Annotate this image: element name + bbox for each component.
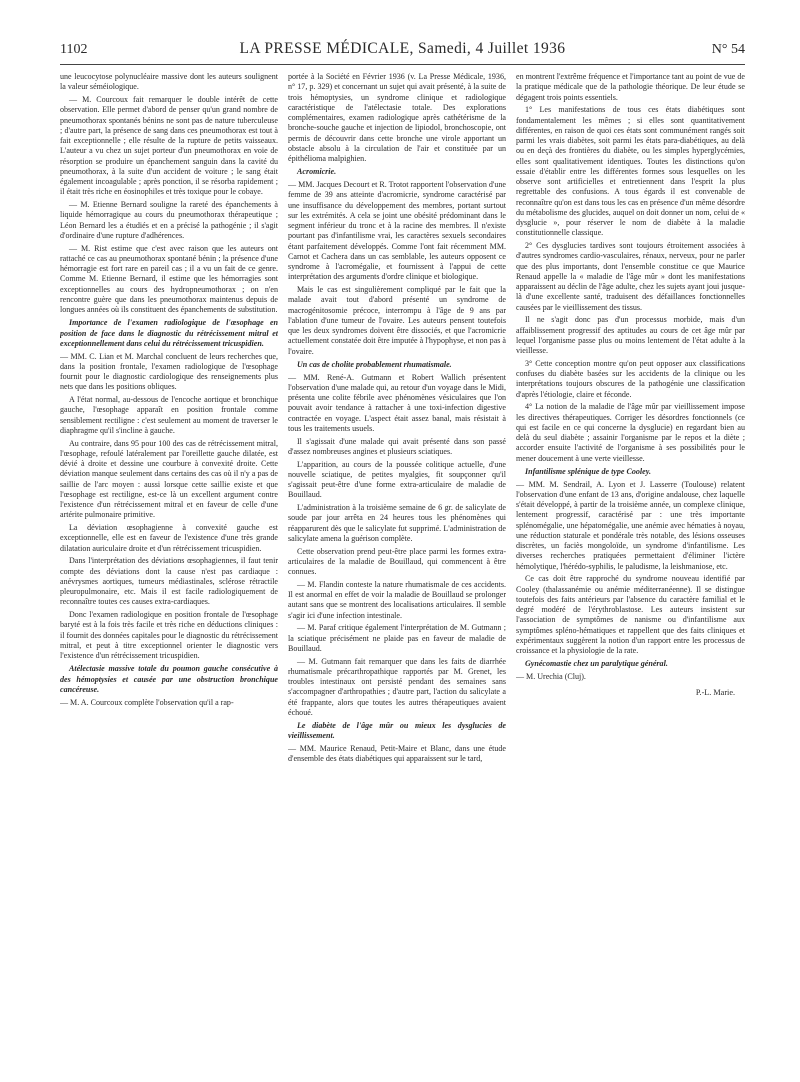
paragraph: 4° La notion de la maladie de l'âge mûr par vieillissement impose les directives thérapeutiques. Corriger les désordres fonctionnels (ce qui est facile en ce qui concerne la dysglucie) en regardant bien au delà du seul diabète ; assainir l'organisme par le repos et la diète ; accorder ensuite l'activité de l'organisme à ses possibilités pour le mener doucement à une verte vieillesse. (516, 402, 745, 463)
paragraph: — M. Paraf critique également l'interprétation de M. Gutmann ; la sciatique précisément ne plaide pas en faveur de maladie de Bouillaud. (288, 623, 506, 653)
column-1 (60, 72, 278, 1072)
section-title: Acromicrie. (297, 167, 337, 177)
paragraph: — M. Rist estime que c'est avec raison que les auteurs ont rattaché ce cas au pneumothorax spontané bénin ; la présence d'une hémorragie est fort rare en pareil cas ; il a vu un fait de ce genre. Comme M. Etienne Bernard, il estime que les hémorragies sont exceptionnelles au cours des hydropneumothorax ; on n'en rencontre guère que dans les pneumothorax maintenus depuis de longues années où ils constituent des épanchements de substitution. (60, 243, 278, 314)
journal-title: LA PRESSE MÉDICALE, Samedi, 4 Juillet 1936 (239, 40, 566, 57)
paragraph: une leucocytose polynucléaire massive dont les auteurs soulignent la valeur séméiologique. (60, 72, 278, 92)
page-number: 1102 (60, 42, 88, 57)
paragraph: Donc l'examen radiologique en position frontale de l'œsophage baryté est à la fois très facile et très riche en déductions cliniques : il fournit des données capitales pour le diagnostic du rétrécissement mitral, et peut à titre exceptionnel orienter le diagnostic vers l'existence d'un rétrécissement tricuspidien. (60, 610, 278, 660)
paragraph: en montrent l'extrême fréquence et l'importance tant au point de vue de la pratique médicale que de la pathologie théorique. De leur étude se dégagent trois points essentiels. (516, 72, 745, 102)
column-2 (288, 72, 506, 1072)
paragraph: Dans l'interprétation des déviations œsophagiennes, il faut tenir compte des déviations dont la cause n'est pas cardiaque : anévrysmes aortiques, tumeurs médiastinales, sclérose rétractile pleuropulmonaire, etc. Mais il est facile radiologiquement de reconnaître toutes ces causes extra-cardiaques. (60, 556, 278, 607)
paragraph: — M. Etienne Bernard souligne la rareté des épanchements à liquide hémorragique au cours du pneumothorax thérapeutique ; Léon Bernard les a étudiés et en a précisé la pathogénie ; il s'agit d'ordinaire d'une rupture d'adhérences. (60, 200, 278, 240)
page-header (60, 40, 745, 62)
column-3 (516, 72, 745, 1072)
paragraph: Il ne s'agit donc pas d'un processus morbide, mais d'un affaiblissement progressif des aptitudes au cours de cet âge mûr par lequel l'organisme passe plus ou moins lentement de l'état adulte à la vieillesse. (516, 315, 745, 355)
paragraph: Ce cas doit être rapproché du syndrome nouveau identifié par Cooley (thalassanémie ou anémie méditerranéenne). Il se distingue toutefois des faits antérieurs par l'absence du caractère familial et le degré modéré de l'érythroblastose. Les auteurs insistent sur l'association de symptômes de nanisme ou d'infantilisme aux symptômes spléno-hématiques et rappellent que des faits cliniques et expérimentaux suggèrent la notion d'un rapport entre les processus de croissance et la physiologie de la rate. (516, 574, 745, 655)
section-title: Infantilisme splénique de type Cooley. (525, 466, 651, 476)
paragraph: Au contraire, dans 95 pour 100 des cas de rétrécissement mitral, l'œsophage, refoulé latéralement par l'oreillette gauche dilatée, est dévié à droite et dessine une courbure à convexité droite. Cette déviation manque seulement dans certains des cas où il n'y a pas de saillie de l'arc moyen : aussi lorsque cette saillie existe et que l'œsophage est rectiligne, est-ce là un excellent argument contre l'existence d'un rétrécissement mitral et en faveur de celle d'une artérite pulmonaire primitive. (60, 438, 278, 520)
paragraph: — M. Courcoux fait remarquer le double intérêt de cette observation. Elle permet d'abord de penser qu'un grand nombre de pneumothorax spontanés bénins ne sont pas de nature tuberculeuse ; d'autre part, la présence de sang dans ces pneumothorax est tout à fait exceptionnelle ; elle résulte de la rupture de petits vaisseaux. L'auteur a vu chez un sujet porteur d'un pneumothorax en voie de résorption se produire un épanchement sanguin dans la cavité du pneumothorax, à la suite d'un accident de voiture ; le sang était également incoagulable ; après ponction, il se résorba rapidement ; il était très riche en éosinophiles et très toxique pour le cobaye. (60, 95, 278, 197)
section-title: Atélectasie massive totale du poumon gauche consécutive à des hémoptysies et causée par une obstruction bronchique cancéreuse. (60, 664, 278, 694)
author-signature: P.-L. Marie. (695, 688, 735, 698)
paragraph: Il s'agissait d'une malade qui avait présenté dans son passé d'assez nombreuses angines et plusieurs sciatiques. (288, 436, 506, 456)
paragraph: Mais le cas est singulièrement compliqué par le fait que la malade avait tout d'abord présenté un syndrome de macrogénitosomie précoce, interrompu à l'âge de 9 ans par l'ablation d'une tumeur de l'ovaire. Les auteurs pensent toutefois que les deux syndromes doivent être dissociés, et que l'acromicrie actuellement constatée doit être imputée à l'hypophyse, et non pas à l'ovaire. (288, 285, 506, 356)
header-rule (60, 64, 745, 65)
paragraph: 3° Cette conception montre qu'on peut opposer aux classifications confuses du diabète basées sur les accidents de la clinique ou les interprétations toujours obscures de la pathogénie une classification d'après l'étiologie, claire et féconde. (516, 358, 745, 399)
issue-number: N° 54 (711, 42, 745, 57)
paragraph: — M. Gutmann fait remarquer que dans les faits de diarrhée rhumatismale précarthropathique rapportés par M. Grenet, les troubles intestinaux ont persisté pendant des semaines sans s'accompagner d'arthropathies ; d'autre part, l'action du salicylate a été frappante, alors que toutes les autres thérapeutiques avaient échoué. (288, 656, 506, 717)
paragraph: La déviation œsophagienne à convexité gauche est exceptionnelle, elle est en faveur de l'existence d'une très grande dilatation auriculaire droite et d'un rétrécissement tricuspidien. (60, 523, 278, 553)
paragraph: 2° Ces dysglucies tardives sont toujours étroitement associées à d'autres syndromes cardio-vasculaires, rénaux, nerveux, pour ne parler que des plus importants, dont l'ensemble constitue ce que Maurice Renaud appelle la « maladie de l'âge mûr » dont les manifestations apparaissent au déclin de l'âge adulte, chez les sujets ayant joui jusque-là d'une excellente santé, traduisent des défaillances fonctionnelles causées par le vieillissement des tissus. (516, 241, 745, 312)
paragraph: Cette observation prend peut-être place parmi les formes extra-articulaires de la maladie de Bouillaud, qui commencent à être connues. (288, 546, 506, 576)
paragraph: portée à la Société en Février 1936 (v. La Presse Médicale, 1936, n° 17, p. 329) et concernant un sujet qui avait présenté, à la suite de trois hémoptysies, un syndrome clinique et radiologique caractéristique de l'atélectasie totale. Des explorations complémentaires, examen radiologique après cathétérisme de la bronche-souche gauche et injection de lipiodol, bronchoscopie, ont permis de découvrir dans cette bronche une virole apportant un obstacle absolu à la circulation de l'air et constituée par un épithélioma malpighien. (288, 72, 506, 163)
paragraph: — M. Urechia (Cluj). (516, 672, 586, 681)
section-title: Le diabète de l'âge mûr ou mieux les dysglucies de vieillissement. (288, 721, 506, 741)
paragraph: L'administration à la troisième semaine de 6 gr. de salicylate de soude par jour arrêta en 24 heures tous les phénomènes qui réapparurent dès que le salicylate fut supprimé. L'administration de salicylate amena la guérison complète. (288, 503, 506, 543)
paragraph: — MM. Jacques Decourt et R. Trotot rapportent l'observation d'une femme de 39 ans atteinte d'acromicrie, syndrome caractérisé par une insuffisance du développement des membres, portant surtout sur les extrémités. A cela se joint une obésité prédominant dans le segment inférieur du tronc et à la racine des membres. Il n'existe pourtant pas d'infantilisme vrai, les caractères sexuels secondaires étant parfaitement développés. Comme l'ont fait récemment MM. Carnot et Cachera dans un cas semblable, les auteurs opposent ce syndrome à l'acromégalie, et fournissent à l'appui de cette interprétation des arguments d'ordre clinique et biologique. (288, 180, 506, 282)
paragraph: A l'état normal, au-dessous de l'encoche aortique et bronchique gauche, l'œsophage apparaît en position frontale comme sensiblement rectiligne : c'est seulement au moment de traverser le diaphragme qu'il s'incline à gauche. (60, 395, 278, 435)
paragraph: L'apparition, au cours de la poussée colitique actuelle, d'une nouvelle sciatique, de petites myalgies, fit soupçonner qu'il s'agissait peut-être d'une forme extra-articulaire de maladie de Bouillaud. (288, 459, 506, 500)
section-title: Un cas de cholite probablement rhumatismale. (297, 359, 452, 369)
paragraph: — MM. M. Sendrail, A. Lyon et J. Lasserre (Toulouse) relatent l'observation d'une enfant de 13 ans, d'origine andalouse, chez laquelle s'était développé, à partir de la troisième année, un complexe clinique, lentement progressif, caractérisé par : une très importante splénomégalie, une hépatomégalie, une anémie avec hématies à noyau, une réduction staturale et pondérale très notable, des lésions osseuses discrètes, un faciès mongoloïde, un syndrome d'infantilisme. Les diverses recherches pratiquées permettaient d'éliminer l'ictère hémolytique, l'hérédo-syphilis, le paludisme, la leishmaniose, etc. (516, 479, 745, 571)
paragraph: — M. A. Courcoux complète l'observation qu'il a rap- (60, 697, 234, 707)
paragraph: 1° Les manifestations de tous ces états diabétiques sont fondamentalement les mêmes ; si elles sont quantitativement différentes, en raison de quoi ces états sont communément rangés soit parmi les vrais diabètes, soit parmi les états para-diabétiques, au delà ou en deçà des frontières du diabète, ou les simples hyperglycémies, elles sont qualitativement identiques. Toutes les distinctions qu'on essaie d'établir entre les différentes formes sous lesquelles on les observe sont artificielles et entretiennent dans l'esprit la plus regrettable des confusions. A tous égards il est convenable de reconnaître qu'on est dans tous les cas en présence d'un même désordre du métabolisme des glucides, auquel on doit donner un nom, celui de « dysglucie », pour réserver le nom de diabète à la maladie constitutionnelle classique. (516, 105, 745, 238)
paragraph: — M. Flandin conteste la nature rhumatismale de ces accidents. Il est anormal en effet de voir la maladie de Bouillaud se prolonger autant sans que se montrent des localisations articulaires. Il semble s'agir ici d'une infection intestinale. (288, 579, 506, 620)
paragraph: — MM. C. Lian et M. Marchal concluent de leurs recherches que, dans la position frontale, l'examen radiologique de l'œsophage fournit pour le diagnostic cardiologique des renseignements plus nets que dans les positions obliques. (60, 351, 278, 392)
paragraph: — MM. Maurice Renaud, Petit-Maire et Blanc, dans une étude d'ensemble des états diabétiques qui apparaissent sur le tard, (288, 744, 506, 764)
section-title: Importance de l'examen radiologique de l'œsophage en position de face dans le diagnostic du rétrécissement mitral et exceptionnellement dans celui du rétrécissement tricuspidien. (60, 318, 278, 348)
section-title: Gynécomastie chez un paralytique général. (525, 659, 668, 669)
paragraph: — MM. René-A. Gutmann et Robert Wallich présentent l'observation d'une malade qui, au retour d'un voyage dans le Midi, présenta une colite fébrile avec phénomènes vésiculaires que l'on pouvait avoir tendance à rattacher à une toxi-infection digestive contractée en voyage. L'aspect était assez banal, mais résistait à tous les traitements usuels. (288, 372, 506, 433)
